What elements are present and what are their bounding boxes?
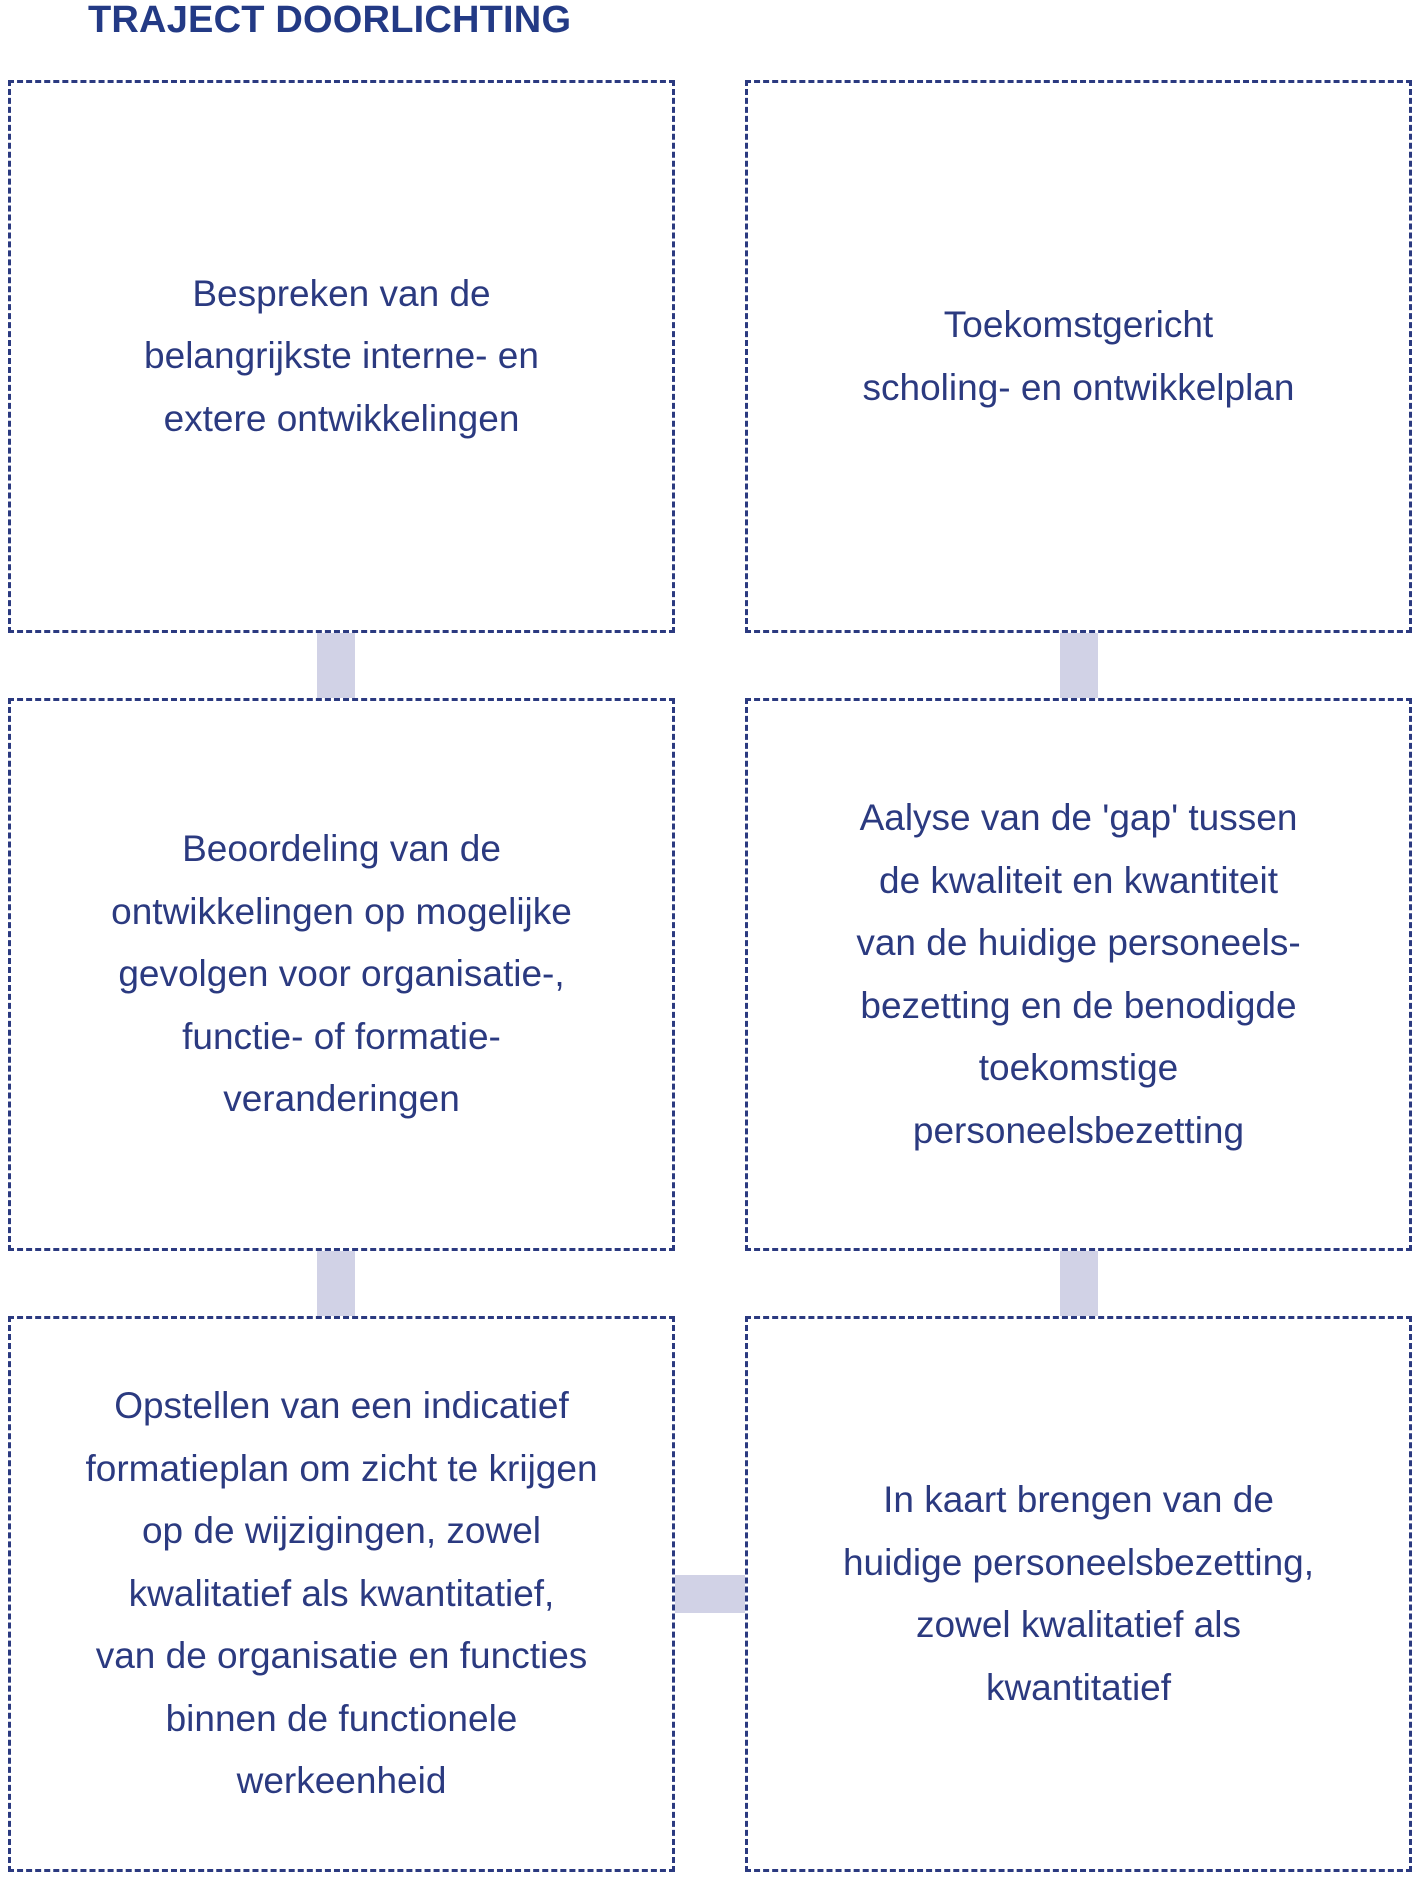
text-line: werkeenheid	[236, 1760, 447, 1802]
text-line: personeelsbezetting	[912, 1109, 1245, 1151]
step-box-left-bottom	[8, 1316, 675, 1872]
text-line: zowel kwalitatief als	[916, 1604, 1241, 1645]
text-line: Opstellen van een indicatief	[114, 1385, 569, 1427]
text-line: van de huidige personeels-	[856, 922, 1301, 963]
step-text-left-bottom	[61, 1375, 621, 1813]
connector-right-top-middle	[1060, 633, 1098, 698]
text-line: scholing- en ontwikkelplan	[862, 366, 1295, 408]
text-line: Beoordeling van de	[182, 828, 501, 870]
text-line: extere ontwikkelingen	[163, 397, 520, 439]
text-line: bezetting en de benodigde	[860, 984, 1297, 1026]
text-line: huidige personeelsbezetting,	[842, 1541, 1315, 1583]
text-line: gevolgen voor organisatie-,	[118, 953, 565, 995]
text-line: kwantitatief	[985, 1666, 1172, 1708]
text-line: veranderingen	[223, 1078, 460, 1120]
step-box-right-middle	[745, 698, 1412, 1251]
connector-bottom-horizontal	[675, 1575, 745, 1613]
step-box-left-top	[8, 80, 675, 633]
text-line: Toekomstgericht	[943, 304, 1214, 345]
text-line: formatieplan om zicht te krijgen	[85, 1447, 598, 1489]
text-line: functie- of formatie-	[182, 1015, 501, 1057]
text-line: van de organisatie en functies	[95, 1635, 588, 1677]
text-line: In kaart brengen van de	[883, 1479, 1274, 1520]
step-box-right-top	[745, 80, 1412, 633]
step-text-right-middle	[832, 787, 1324, 1162]
diagram-title: TRAJECT DOORLICHTING	[88, 0, 572, 41]
text-line: Bespreken van de	[192, 272, 491, 314]
step-text-left-middle	[87, 818, 596, 1131]
step-text-left-top	[120, 263, 563, 451]
text-line: binnen de functionele	[165, 1697, 518, 1739]
connector-right-middle-bottom	[1060, 1251, 1098, 1316]
connector-left-middle-bottom	[317, 1251, 355, 1316]
step-text-right-top	[839, 294, 1319, 419]
step-box-right-bottom	[745, 1316, 1412, 1872]
text-line: de kwaliteit en kwantiteit	[879, 859, 1278, 901]
text-line: belangrijkste interne- en	[144, 335, 539, 377]
text-line: kwalitatief als kwantitatief,	[128, 1572, 555, 1614]
text-line: op de wijzigingen, zowel	[141, 1510, 541, 1552]
text-line: Aalyse van de 'gap' tussen	[859, 797, 1298, 838]
text-line: toekomstige	[978, 1047, 1179, 1088]
step-box-left-middle	[8, 698, 675, 1251]
step-text-right-bottom	[819, 1469, 1338, 1719]
connector-left-top-middle	[317, 633, 355, 698]
text-line: ontwikkelingen op mogelijke	[111, 890, 572, 932]
